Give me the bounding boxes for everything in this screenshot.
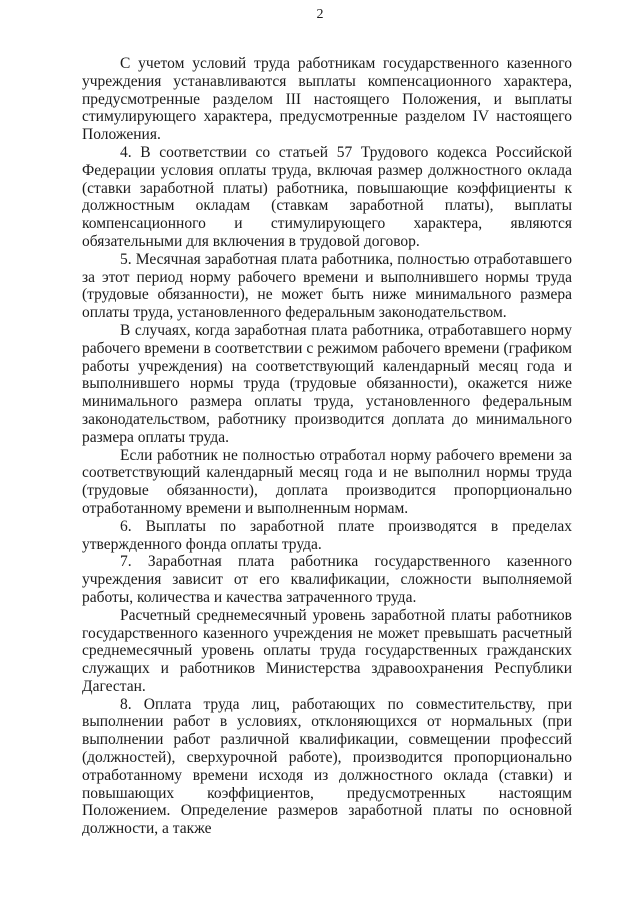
paragraph-average-salary-level: Расчетный среднемесячный уровень заработной платы работников государственного казенного учреждения не может превышать расчетный среднемесячный уровень оплаты труда государственных гражданских служащих и работников Министерства здравоохранения Республики Дагестан. (82, 606, 572, 695)
page-number: 2 (316, 7, 324, 22)
paragraph-item-4: 4. В соответствии со статьей 57 Трудового кодекса Российской Федерации условия оплаты труда, включая размер должностного оклада (ставки заработной платы) работника, повышающие коэффициенты к должностным окладам (ставкам заработной платы), выплаты компенсационного и стимулирующего характера, являются обязательными для включения в трудовой договор. (82, 143, 572, 250)
document-body (82, 55, 572, 838)
paragraph-item-8: 8. Оплата труда лиц, работающих по совместительству, при выполнении работ в условиях, отклоняющихся от нормальных (при выполнении работ различной квалификации, совмещении профессий (должностей), сверхурочной работе), производится пропорционально отработанному времени исходя из должностного оклада (ставки) и повышающих коэффициентов, предусмотренных настоящим Положением. Определение размеров заработной платы по основной должности, а также (82, 695, 572, 838)
paragraph-item-6: 6. Выплаты по заработной плате производятся в пределах утвержденного фонда оплаты труда. (82, 517, 572, 553)
paragraph-item-5: 5. Месячная заработная плата работника, полностью отработавшего за этот период норму рабочего времени и выполнившего нормы труда (трудовые обязанности), не может быть ниже минимального размера оплаты труда, установленного федеральным законодательством. (82, 250, 572, 322)
paragraph-minimum-wage-surcharge: В случаях, когда заработная плата работника, отработавшего норму рабочего времени в соответствии с режимом рабочего времени (графиком работы учреждения) на соответствующий календарный месяц года и выполнившего нормы труда (трудовые обязанности), окажется ниже минимального размера оплаты труда, установленного федеральным законодательством, работнику производится доплата до минимального размера оплаты труда. (82, 321, 572, 446)
paragraph-partial-norm: Если работник не полностью отработал норму рабочего времени за соответствующий календарный месяц года и не выполнил нормы труда (трудовые обязанности), доплата производится пропорционально отработанному времени и выполненным нормам. (82, 446, 572, 517)
paragraph-item-7: 7. Заработная плата работника государственного казенного учреждения зависит от его квалификации, сложности выполняемой работы, количества и качества затраченного труда. (82, 553, 572, 606)
paragraph-conditions-payments: С учетом условий труда работникам государственного казенного учреждения устанавливаются выплаты компенсационного характера, предусмотренные разделом III настоящего Положения, и выплаты стимулирующего характера, предусмотренные разделом IV настоящего Положения. (82, 55, 572, 144)
